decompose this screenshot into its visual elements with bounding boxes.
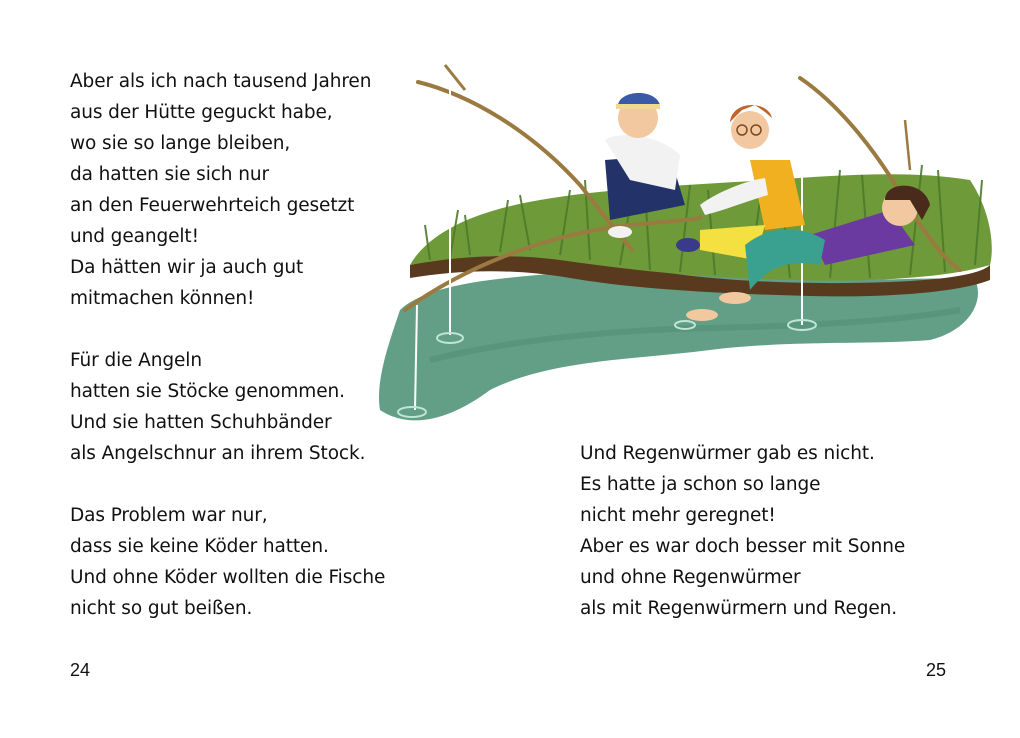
stanza-gap (70, 469, 385, 500)
stanza (70, 500, 385, 624)
stanza-gap (70, 314, 385, 345)
text-line: Und ohne Köder wollten die Fische (70, 567, 386, 588)
text-line: Da hätten wir ja auch gut (70, 257, 304, 278)
text-line: als Angelschnur an ihrem Stock. (70, 443, 366, 464)
text-line: als mit Regenwürmern und Regen. (580, 598, 898, 619)
text-line: und ohne Regenwürmer (580, 567, 801, 588)
text-line: Aber als ich nach tausend Jahren (70, 71, 372, 92)
text-line: mitmachen können! (70, 288, 255, 309)
text-line: hatten sie Stöcke genommen. (70, 381, 345, 402)
right-page-text (580, 438, 905, 624)
text-line: und geangelt! (70, 226, 199, 247)
stanza (580, 438, 905, 624)
left-page-text (70, 66, 385, 624)
stanza (70, 66, 385, 314)
text-line: an den Feuerwehrteich gesetzt (70, 195, 355, 216)
page-number-right: 25 (926, 660, 947, 680)
text-line: Und Regenwürmer gab es nicht. (580, 443, 875, 464)
text-line: dass sie keine Köder hatten. (70, 536, 329, 557)
text-line: Das Problem war nur, (70, 505, 268, 526)
text-line: wo sie so lange bleiben, (70, 133, 291, 154)
fishing-illustration (370, 60, 1000, 440)
text-line: aus der Hütte geguckt habe, (70, 102, 333, 123)
text-line: Es hatte ja schon so lange (580, 474, 821, 495)
text-line: Für die Angeln (70, 350, 202, 371)
text-line: nicht so gut beißen. (70, 598, 253, 619)
stanza (70, 345, 385, 469)
text-line: da hatten sie sich nur (70, 164, 269, 185)
page-number-left: 24 (70, 660, 91, 680)
text-line: Und sie hatten Schuhbänder (70, 412, 332, 433)
text-line: Aber es war doch besser mit Sonne (580, 536, 906, 557)
text-line: nicht mehr geregnet! (580, 505, 776, 526)
